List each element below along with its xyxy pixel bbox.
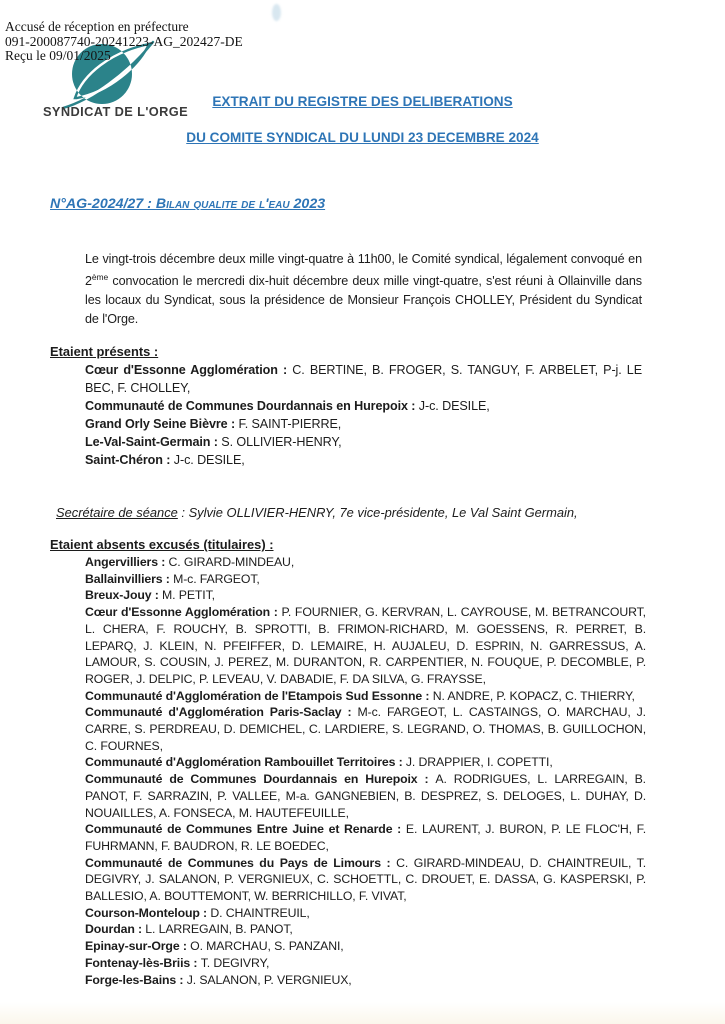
absent-entry xyxy=(85,905,646,922)
absent-entry xyxy=(85,704,646,754)
attendee-names: C. GIRARD-MINDEAU, D. CHAINTREUIL, T. DEGIVRY, J. SALANON, P. VERGNIEUX, C. SCHOETTL, C. DROUET, E. DASSA, G. KASPERSKI, P. BALLESIO, A. BOUTTEMONT, W. BERRICHILLO, F. VIVAT, xyxy=(85,855,646,904)
commune-label: Saint-Chéron xyxy=(85,453,163,467)
label-separator: : xyxy=(162,453,174,467)
absent-entry xyxy=(85,972,646,989)
label-separator: : xyxy=(199,905,211,920)
commune-label: Communauté de Communes Dourdannais en Hurepoix xyxy=(85,399,408,413)
attendee-names: N. ANDRE, P. KOPACZ, C. THIERRY, xyxy=(432,688,635,703)
title-line-2: DU COMITE SYNDICAL DU LUNDI 23 DECEMBRE 2024 xyxy=(186,130,539,145)
absent-entry xyxy=(85,771,646,821)
label-separator: : xyxy=(227,417,239,431)
commune-label: Communauté de Communes Dourdannais en Hurepoix xyxy=(85,772,418,787)
attendee-names: C. BERTINE, B. FROGER, S. TANGUY, F. ARBELET, P-j. LE BEC, F. CHOLLEY, xyxy=(85,363,642,395)
secretary-line xyxy=(56,505,656,520)
commune-label: Grand Orly Seine Bièvre xyxy=(85,417,228,431)
absent-entry xyxy=(85,571,646,588)
attendee-names: T. DEGIVRY, xyxy=(200,955,270,970)
scan-smudge xyxy=(272,4,281,21)
commune-label: Cœur d'Essonne Agglomération xyxy=(85,605,271,620)
present-entry xyxy=(85,451,642,469)
commune-label: Communauté d'Agglomération de l'Etampois Sud Essonne xyxy=(85,688,423,703)
label-separator: : xyxy=(190,955,201,970)
absent-members-list xyxy=(85,554,646,988)
attendee-names: O. MARCHAU, S. PANZANI, xyxy=(190,939,344,954)
attendee-names: M. PETIT, xyxy=(162,588,215,603)
attendee-names: J. DRAPPIER, I. COPETTI, xyxy=(405,755,553,770)
attendee-names: S. OLLIVIER-HENRY, xyxy=(221,435,342,449)
attendee-names: E. LAURENT, J. BURON, P. LE FLOC'H, F. FUHRMANN, F. BAUDRON, R. LE BOEDEC, xyxy=(85,822,646,853)
present-entry xyxy=(85,361,642,397)
present-entry xyxy=(85,433,642,451)
attendee-names: M-c. FARGEOT, L. CASTAINGS, O. MARCHAU, J. CARRE, S. PERDREAU, D. DEMICHEL, C. LARDIERE, S. LEGRAND, O. THOMAS, B. GUILLOCHON, C. FOURNES, xyxy=(85,705,646,753)
attendee-names: M-c. FARGEOT, xyxy=(173,571,260,586)
label-separator: : xyxy=(341,705,358,720)
label-separator: : xyxy=(270,605,282,620)
label-separator: : xyxy=(134,922,146,937)
label-separator: : xyxy=(210,435,222,449)
commune-label: Communauté de Communes du Pays de Limours xyxy=(85,855,381,870)
commune-label: Fontenay-lès-Briis xyxy=(85,955,191,970)
document-title xyxy=(0,94,725,166)
present-members-list xyxy=(85,361,642,469)
label-separator: : xyxy=(176,972,187,987)
label-separator: : xyxy=(392,822,406,837)
label-separator: : xyxy=(157,555,169,569)
attendee-names: A. RODRIGUES, L. LARREGAIN, B. PANOT, F. SARRAZIN, P. VALLEE, M-a. GANGNEBIEN, B. DESPREZ, S. DELOGES, L. DUHAY, D. NOUAILLES, A. FONSECA, M. HAUTEFEUILLE, xyxy=(85,772,646,820)
org-name: SYNDICAT DE L'ORGE xyxy=(43,104,189,119)
absent-entry xyxy=(85,587,646,604)
label-separator: : xyxy=(395,755,406,770)
commune-label: Angervilliers xyxy=(85,555,158,569)
secretary-label: Secrétaire de séance xyxy=(56,504,178,520)
commune-label: Le-Val-Saint-Germain xyxy=(85,435,211,449)
absent-entry xyxy=(85,821,646,854)
stamp-line-3: Reçu le 09/01/2025 xyxy=(5,48,111,63)
prefecture-stamp xyxy=(5,20,243,64)
commune-label: Epinay-sur-Orge xyxy=(85,939,180,954)
absent-members-heading: Etaient absents excusés (titulaires) : xyxy=(50,537,274,552)
absent-entry xyxy=(85,921,646,938)
label-separator: : xyxy=(417,772,436,787)
commune-label: Dourdan xyxy=(85,922,135,937)
commune-label: Cœur d'Essonne Agglomération xyxy=(85,363,278,377)
stamp-line-1: Accusé de réception en préfecture xyxy=(5,19,189,34)
stamp-line-2: 091-200087740-20241223-AG_202427-DE xyxy=(5,33,243,49)
present-members-section xyxy=(50,344,645,469)
secretary-text: : Sylvie OLLIVIER-HENRY, 7e vice-présidente, Le Val Saint Germain, xyxy=(177,504,578,520)
intro-part2: convocation le mercredi dix-huit décembre deux mille vingt-quatre, s'est réuni à Ollainville dans les locaux du Syndicat, sous la présidence de Monsieur François CHOLLEY, Président du Syndicat de l'Orge. xyxy=(85,274,642,326)
attendee-names: P. FOURNIER, G. KERVRAN, L. CAYROUSE, M. BETRANCOURT, L. CHERA, F. ROUCHY, B. SPROTTI, B. FRIMON-RICHARD, M. GOESSENS, R. PERRET, B. LEPARQ, J. KLEIN, N. PFEIFFER, D. LEMAIRE, H. AUJALEU, D. ESPRIN, N. GARRESSUS, A. LAMOUR, S. COUSIN, J. PEREZ, M. DURANTON, R. CARPENTIER, N. FOUQUE, P. DECOMBLE, P. ROGER, J. DELPIC, P. LEVEAU, V. DABADIE, F. DA SILVA, G. FRAYSSE, xyxy=(85,605,646,686)
attendee-names: D. CHAINTREUIL, xyxy=(210,905,310,920)
intro-paragraph xyxy=(85,250,642,329)
absent-entry xyxy=(85,554,646,571)
absent-entry xyxy=(85,604,646,688)
intro-part1: Le vingt-trois décembre deux mille vingt-quatre à 11h00, le Comité syndical, légalement convoqué en 2 xyxy=(85,251,642,289)
label-separator: : xyxy=(179,939,191,954)
absent-entry xyxy=(85,754,646,771)
present-entry xyxy=(85,397,642,415)
commune-label: Communauté de Communes Entre Juine et Renarde xyxy=(85,822,393,837)
attendee-names: J-c. DESILE, xyxy=(418,399,490,413)
label-separator: : xyxy=(380,855,397,870)
absent-entry xyxy=(85,855,646,905)
absent-entry xyxy=(85,955,646,972)
deliberation-reference: N°AG-2024/27 : Bilan qualite de l'eau 2023 xyxy=(50,196,326,212)
present-entry xyxy=(85,415,642,433)
label-separator: : xyxy=(422,688,433,703)
commune-label: Communauté d'Agglomération Rambouillet Territoires xyxy=(85,755,396,770)
label-separator: : xyxy=(407,399,419,413)
commune-label: Communauté d'Agglomération Paris-Saclay xyxy=(85,705,342,720)
absent-members-section xyxy=(50,537,650,988)
title-line-1: EXTRAIT DU REGISTRE DES DELIBERATIONS xyxy=(212,94,513,109)
commune-label: Courson-Monteloup xyxy=(85,905,200,920)
commune-label: Ballainvilliers xyxy=(85,571,163,586)
attendee-names: J-c. DESILE, xyxy=(173,453,245,467)
present-members-heading: Etaient présents : xyxy=(50,344,159,359)
label-separator: : xyxy=(151,588,163,603)
scan-bottom-edge xyxy=(0,1002,725,1024)
attendee-names: L. LARREGAIN, B. PANOT, xyxy=(145,922,293,937)
attendee-names: J. SALANON, P. VERGNIEUX, xyxy=(186,972,352,987)
commune-label: Breux-Jouy xyxy=(85,588,152,603)
label-separator: : xyxy=(162,571,174,586)
intro-superscript: ème xyxy=(91,272,109,283)
attendee-names: F. SAINT-PIERRE, xyxy=(238,417,342,431)
absent-entry xyxy=(85,688,646,705)
label-separator: : xyxy=(277,363,293,377)
commune-label: Forge-les-Bains xyxy=(85,972,177,987)
attendee-names: C. GIRARD-MINDEAU, xyxy=(168,555,295,569)
absent-entry xyxy=(85,938,646,955)
